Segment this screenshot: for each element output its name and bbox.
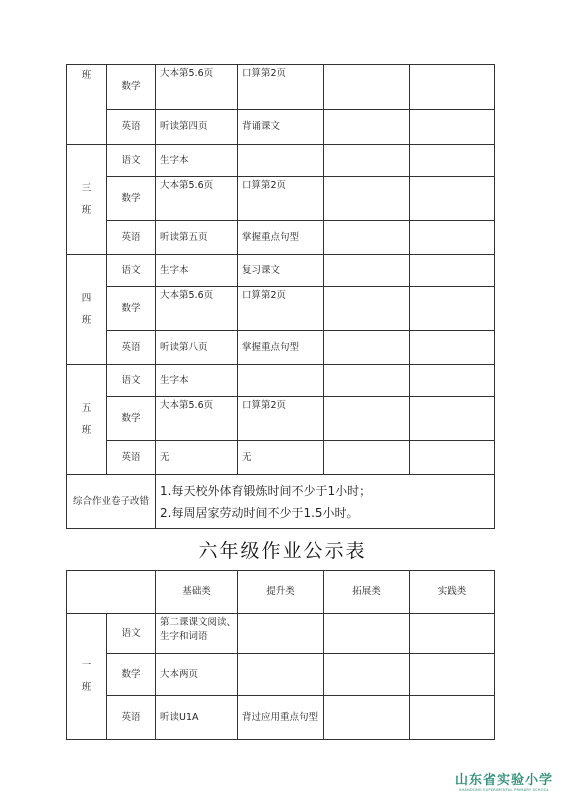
table-row [67, 110, 495, 145]
class-number: 一 [81, 659, 92, 671]
grade6-homework-table [66, 570, 495, 740]
basic-cell: 大本第5.6页 [156, 65, 238, 110]
column-header: 提升类 [238, 571, 324, 614]
extended-cell [324, 696, 410, 740]
extended-cell [324, 654, 410, 696]
practice-cell [410, 287, 495, 331]
advanced-cell: 掌握重点句型 [238, 221, 324, 255]
advanced-cell [238, 614, 324, 654]
table-row [67, 177, 495, 221]
basic-cell: 生字本 [156, 145, 238, 177]
extended-cell [324, 255, 410, 287]
header-empty-cell [67, 571, 156, 614]
table-row [67, 221, 495, 255]
subject-cell: 英语 [107, 110, 156, 145]
class-name-cell: 班 [67, 65, 107, 145]
summary-line: 2.每周居家劳动时间不少于1.5小时。 [160, 505, 359, 520]
grade6-table-title: 六年级作业公示表 [198, 540, 367, 562]
extended-cell [324, 614, 410, 654]
class-number: 三 [81, 182, 92, 194]
subject-cell: 语文 [107, 145, 156, 177]
table-row [67, 441, 495, 475]
class-suffix: 班 [81, 314, 92, 326]
advanced-cell: 口算第2页 [238, 287, 324, 331]
class-name-cell [67, 614, 107, 740]
subject-cell: 英语 [107, 331, 156, 365]
class-name-cell [67, 365, 107, 475]
subject-cell: 语文 [107, 614, 156, 654]
extended-cell [324, 331, 410, 365]
basic-cell: 大本第5.6页 [156, 287, 238, 331]
table-row [67, 654, 495, 696]
class-name-cell [67, 255, 107, 365]
table-row [67, 255, 495, 287]
basic-cell: 听读第八页 [156, 331, 238, 365]
table-row [67, 145, 495, 177]
class-name-cell [67, 145, 107, 255]
table-row [67, 696, 495, 740]
homework-table-continued [66, 64, 495, 529]
practice-cell [410, 145, 495, 177]
practice-cell [410, 654, 495, 696]
column-header: 拓展类 [324, 571, 410, 614]
practice-cell [410, 614, 495, 654]
advanced-cell: 口算第2页 [238, 397, 324, 441]
basic-cell: 大本两页 [156, 654, 238, 696]
column-header: 实践类 [410, 571, 495, 614]
extended-cell [324, 110, 410, 145]
class-suffix: 班 [81, 424, 92, 436]
extended-cell [324, 221, 410, 255]
subject-cell: 英语 [107, 221, 156, 255]
summary-rules-cell [156, 475, 495, 529]
class-suffix: 班 [81, 204, 92, 216]
table-row [67, 614, 495, 654]
advanced-cell [238, 654, 324, 696]
basic-cell: 无 [156, 441, 238, 475]
table-row [67, 331, 495, 365]
advanced-cell: 口算第2页 [238, 177, 324, 221]
advanced-cell: 复习课文 [238, 255, 324, 287]
table-row [67, 65, 495, 110]
table-row [67, 571, 495, 614]
basic-cell: 听读第四页 [156, 110, 238, 145]
practice-cell [410, 365, 495, 397]
basic-cell: 听读第五页 [156, 221, 238, 255]
extended-cell [324, 365, 410, 397]
advanced-cell [238, 365, 324, 397]
subject-cell: 英语 [107, 696, 156, 740]
extended-cell [324, 441, 410, 475]
practice-cell [410, 65, 495, 110]
practice-cell [410, 110, 495, 145]
basic-cell: 大本第5.6页 [156, 177, 238, 221]
subject-cell: 数学 [107, 65, 156, 110]
subject-cell: 数学 [107, 654, 156, 696]
advanced-cell: 无 [238, 441, 324, 475]
practice-cell [410, 221, 495, 255]
school-name-cn: 山东省实验小学 [454, 773, 553, 788]
class-number: 四 [81, 292, 92, 304]
subject-cell: 语文 [107, 255, 156, 287]
table-row [67, 365, 495, 397]
subject-cell: 数学 [107, 177, 156, 221]
extended-cell [324, 397, 410, 441]
school-name-en: SHANDONG EXPERIMENTAL PRIMARY SCHOOL [459, 788, 549, 792]
basic-cell: 听读U1A [156, 696, 238, 740]
advanced-cell: 口算第2页 [238, 65, 324, 110]
subject-cell: 数学 [107, 397, 156, 441]
practice-cell [410, 177, 495, 221]
advanced-cell: 掌握重点句型 [238, 331, 324, 365]
summary-line: 1.每天校外体育锻炼时间不少于1小时； [160, 483, 372, 498]
basic-cell: 生字本 [156, 255, 238, 287]
practice-cell [410, 255, 495, 287]
table-row [67, 397, 495, 441]
practice-cell [410, 331, 495, 365]
advanced-cell: 背过应用重点句型 [238, 696, 324, 740]
practice-cell [410, 397, 495, 441]
practice-cell [410, 441, 495, 475]
basic-cell: 大本第5.6页 [156, 397, 238, 441]
subject-cell: 语文 [107, 365, 156, 397]
class-suffix: 班 [81, 681, 92, 693]
school-logo [455, 769, 553, 792]
table-row [67, 287, 495, 331]
basic-cell: 生字本 [156, 365, 238, 397]
extended-cell [324, 177, 410, 221]
extended-cell [324, 65, 410, 110]
column-header: 基础类 [156, 571, 238, 614]
advanced-cell [238, 145, 324, 177]
table-row [67, 475, 495, 529]
class-number: 五 [81, 402, 92, 414]
subject-cell: 英语 [107, 441, 156, 475]
basic-cell: 第二课课文阅读、生字和词语 [156, 614, 238, 654]
practice-cell [410, 696, 495, 740]
summary-label-cell: 综合作业卷子改错 [67, 475, 156, 529]
advanced-cell: 背诵课文 [238, 110, 324, 145]
extended-cell [324, 145, 410, 177]
subject-cell: 数学 [107, 287, 156, 331]
extended-cell [324, 287, 410, 331]
